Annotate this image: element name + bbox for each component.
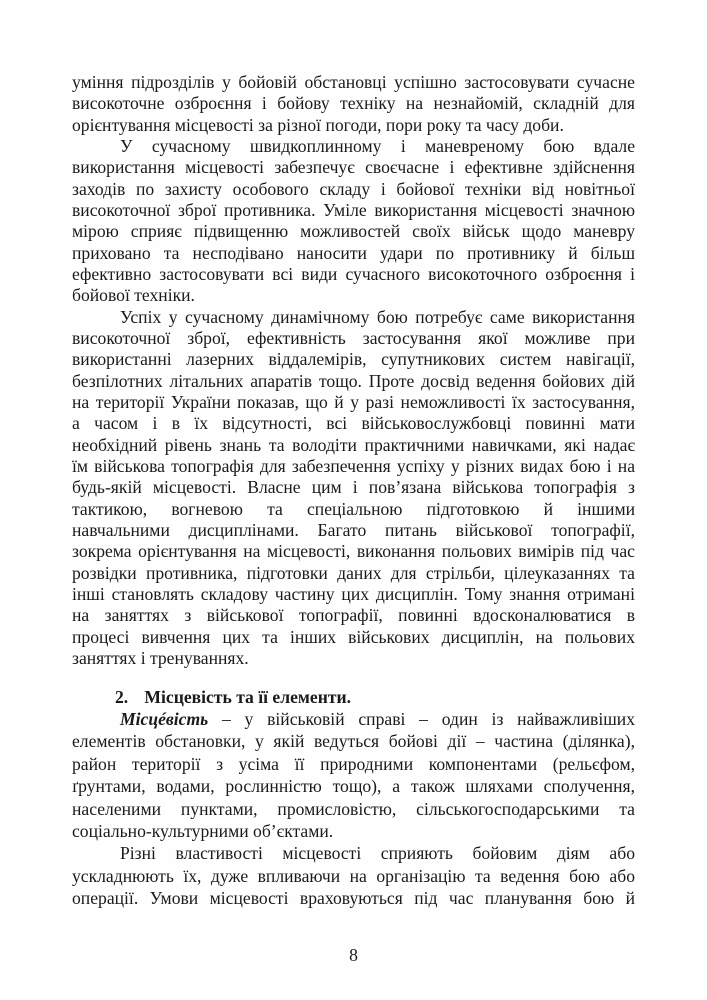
text-line: використання місцевості забезпечує своєчасне і ефективне здійснення <box>72 157 635 178</box>
body-text-block-1 <box>72 72 636 669</box>
text-line: високоточне озброєння і бойову техніку на незнайомій, складній для <box>72 93 635 114</box>
text-line: високоточної зброї противника. Уміле використання місцевості значною <box>72 199 635 220</box>
text-line: уміння підрозділів у бойовій обстановці успішно застосовувати сучасне <box>72 72 635 92</box>
text-line: необхідний рівень знань та володіти практичними навичками, які надає <box>72 434 635 455</box>
text-line: безпілотних літальних апаратів тощо. Проте досвід ведення бойових дій <box>72 370 635 391</box>
definition-text: – у військовій справі – один із найважливіших <box>208 709 635 729</box>
text-line: їм військова топографія для забезпечення успіху у різних видах бою і на <box>72 455 635 476</box>
text-line: використанні лазерних віддалемірів, супутникових систем навігації, <box>72 349 635 370</box>
text-line: Успіх у сучасному динамічному бою потребує саме використання <box>120 306 635 327</box>
text-line: мірою сприяє підвищенню можливостей своїх військ щодо маневру <box>72 221 635 242</box>
text-line: заходів по захисту особового складу і бойової техніки від новітньої <box>72 178 635 199</box>
text-line: У сучасному швидкоплинному і маневреному бою вдале <box>120 135 635 156</box>
definition-line <box>72 708 636 730</box>
text-line: приховано та несподівано наносити удари по противнику й більш <box>72 242 635 263</box>
text-line: інші становлять складову частину цих дисциплін. Тому знання отримані <box>72 583 635 604</box>
section-heading <box>115 686 351 708</box>
text-line: а часом і в їх відсутності, всі військовослужбовці повинні мати <box>72 413 635 434</box>
text-line: бойової техніки. <box>72 285 195 306</box>
text-line: навчальними дисциплінами. Багато питань військової топографії, <box>72 519 635 540</box>
text-line: район території з усіма її природними компонентами (рельєфом, <box>72 753 635 774</box>
defined-term: Місцéвість <box>120 709 209 729</box>
text-line: соціально-культурними об’єктами. <box>72 820 334 841</box>
text-line: на території України показав, що й у разі неможливості їх застосування, <box>72 391 635 412</box>
text-line: зокрема орієнтування на місцевості, виконання польових вимірів під час <box>72 541 635 562</box>
text-line: тактикою, вогневою та спеціальною підготовкою й іншими <box>72 498 635 519</box>
text-line: населеними пунктами, промисловістю, сільськогосподарськими та <box>72 798 635 819</box>
body-text-block-2 <box>72 708 636 910</box>
text-line: заняттях і тренуваннях. <box>72 647 249 668</box>
text-line: ефективно застосовувати всі види сучасного високоточного озброєння і <box>72 263 635 284</box>
text-line: ґрунтами, водами, рослинністю тощо), а також шляхами сполучення, <box>72 776 635 797</box>
text-line: на заняттях з військової топографії, повинні вдосконалюватися в <box>72 605 635 626</box>
section-number: 2. <box>115 687 129 707</box>
text-line: ускладнюють їх, дуже впливаючи на організацію та ведення бою або <box>72 865 635 886</box>
text-line: процесі вивчення цих та інших військових дисциплін, на польових <box>72 626 635 647</box>
text-line: операції. Умови місцевості враховуються під час планування бою й <box>72 888 635 909</box>
text-line: будь-якій місцевості. Власне цим і пов’язана військова топографія з <box>72 477 635 498</box>
text-line: елементів обстановки, у якій ведуться бойові дії – частина (ділянка), <box>72 731 635 752</box>
section-title: Місцевість та її елементи. <box>144 687 352 707</box>
text-line: орієнтування місцевості за різної погоди, пори року та часу доби. <box>72 114 564 135</box>
page-number: 8 <box>349 945 358 965</box>
text-line: Різні властивості місцевості сприяють бойовим діям або <box>120 843 635 864</box>
text-line: високоточної зброї, ефективність застосування якої можливе при <box>72 327 635 348</box>
text-line: розвідки противника, підготовки даних для стрільби, цілеуказаннях та <box>72 562 635 583</box>
